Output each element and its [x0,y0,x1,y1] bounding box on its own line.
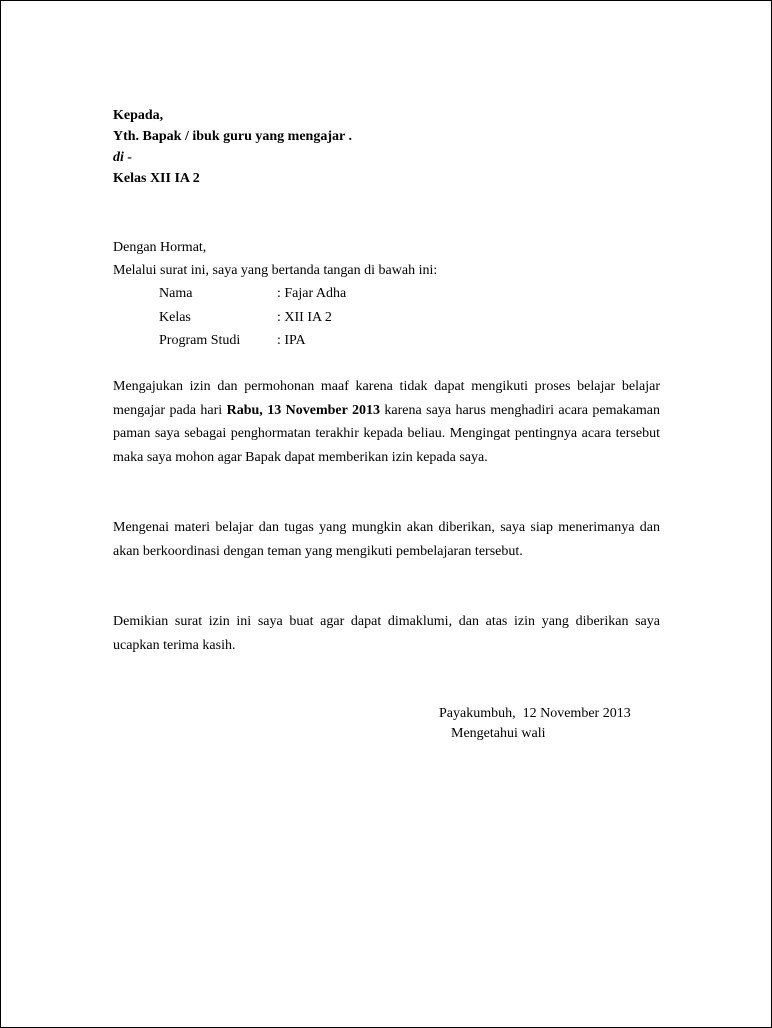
paragraph-request-text-a: Mengajukan izin dan permohonan maaf karena tidak dapat mengikuti proses belajar belajar mengajar pada hari [113,379,660,418]
opening-block [113,236,437,282]
identity-row-class [159,306,346,330]
identity-block [159,282,346,353]
paragraph-request-text-b: karena saya harus menghadiri acara pemakaman paman saya sebagai penghormatan terakhir kepada beliau. Mengingat pentingnya acara tersebut maka saya mohon agar Bapak dapat memberikan izin kepada saya. [113,402,660,465]
paragraph-closing: Demikian surat izin ini saya buat agar dapat dimaklumi, dan atas izin yang diberikan saya ucapkan terima kasih. [113,614,660,653]
acknowledged-by: Mengetahui wali [451,726,546,741]
address-to: Kepada, [113,108,164,123]
identity-label: Nama [159,286,193,301]
address-di: di - [113,150,133,165]
intro-line: Melalui surat ini, saya yang bertanda tangan di bawah ini: [113,263,438,278]
greeting: Dengan Hormat, [113,240,207,255]
identity-row-program [159,329,346,353]
identity-label: Program Studi [159,333,241,348]
identity-value: : Fajar Adha [277,286,347,301]
signature-block [439,704,631,744]
absence-date: Rabu, 13 November 2013 [226,402,380,418]
identity-value: : XII IA 2 [277,309,332,325]
address-recipient: Yth. Bapak / ibuk guru yang mengajar . [113,129,352,144]
place-date: Payakumbuh, 12 November 2013 [439,706,631,721]
paragraph-request [113,375,660,469]
address-block [113,105,352,189]
identity-value: : IPA [277,333,306,348]
identity-label: Kelas [159,309,191,325]
paragraph-assignments: Mengenai materi belajar dan tugas yang mungkin akan diberikan, saya siap menerimanya dan akan berkoordinasi dengan teman yang mengikuti pembelajaran tersebut. [113,520,660,559]
address-class: Kelas XII IA 2 [113,171,200,186]
identity-row-name [159,282,346,306]
